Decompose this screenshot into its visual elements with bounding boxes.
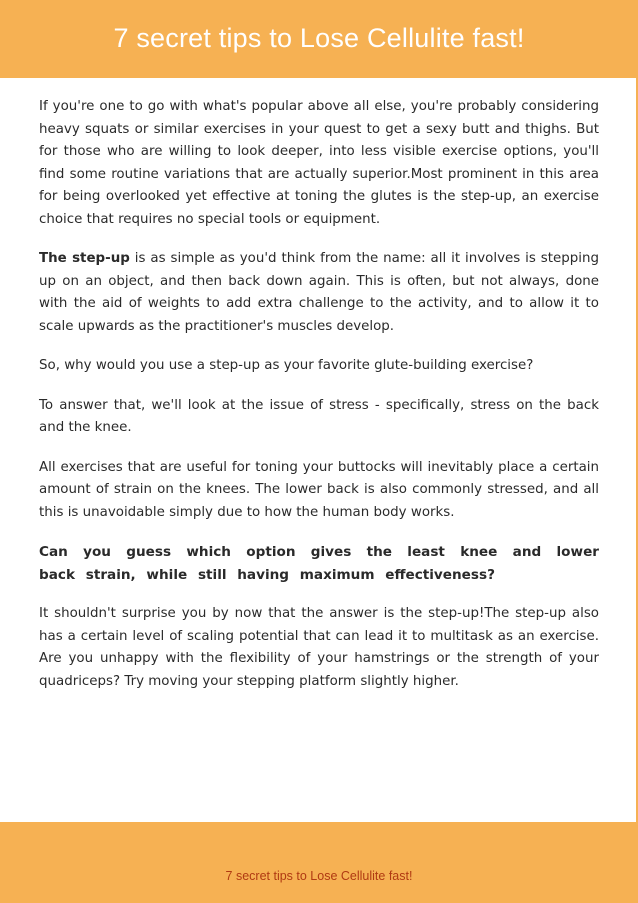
paragraph-answer: It shouldn't surprise you by now that the answer is the step-up!The step-up also has a certain level of scaling potential that can lead it to multitask as an exercise. Are you unhappy with the flexibility of your hamstrings or the strength of your quadriceps? Try moving your stepping platform slightly higher. xyxy=(39,606,599,689)
paragraph-strain: All exercises that are useful for toning your buttocks will inevitably place a certain amount of strain on the knees. The lower back is also commonly stressed, and all this is unavoidable simply due to how the human body works. xyxy=(39,459,599,520)
paragraph-question: So, why would you use a step-up as your favorite glute-building exercise? xyxy=(39,358,534,373)
footer-title: 7 secret tips to Lose Cellulite fast! xyxy=(225,869,413,883)
footer-banner xyxy=(0,822,638,903)
paragraph-intro: If you're one to go with what's popular above all else, you're probably considering heavy squats or similar exercises in your quest to get a sexy butt and thighs. But for those who are willing to look deeper, into less visible exercise options, you'll find some routine variations that are actually superior.Most prominent in this area for being overlooked yet effective at toning the glutes is the step-up, an exercise choice that requires no special tools or equipment. xyxy=(39,99,599,227)
paragraph-stress: To answer that, we'll look at the issue of stress - specifically, stress on the back and the knee. xyxy=(39,397,599,435)
paragraph-bold-question: Can you guess which option gives the least knee and lower back strain, while still having maximum effectiveness? xyxy=(39,544,599,583)
step-up-term: The step-up xyxy=(39,251,130,266)
page-title: 7 secret tips to Lose Cellulite fast! xyxy=(113,23,525,53)
article-body xyxy=(39,96,599,710)
header-banner xyxy=(0,0,638,78)
paragraph-step-up xyxy=(39,248,599,338)
step-up-description: is as simple as you'd think from the name: all it involves is stepping up on an object, and then back down again. This is often, but not always, done with the aid of weights to add extra challenge to the activity, and to allow it to scale upwards as the practitioner's muscles develop. xyxy=(39,251,599,334)
